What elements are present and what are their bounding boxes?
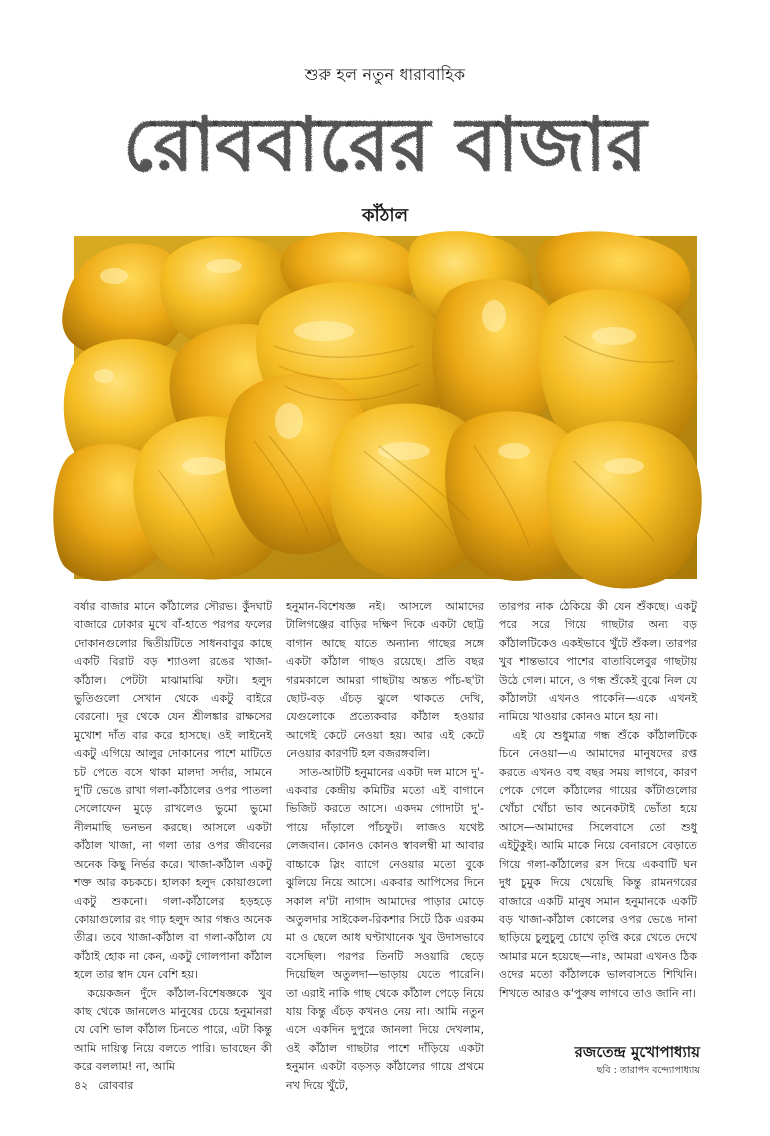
bulb (546, 421, 701, 588)
masthead-text: রোববারের বাজার (123, 102, 647, 188)
jackfruit-illustration (74, 236, 697, 579)
masthead-lettering (123, 92, 647, 192)
article-column-2 (286, 598, 484, 1092)
author-byline: রজতেন্দ্র মুখোপাধ্যায় (574, 1043, 700, 1061)
page-footer (74, 1077, 144, 1096)
photo-credit: ছবি : তারাপদ বন্দ্যোপাধ্যায় (596, 1065, 700, 1076)
magazine-name: রোববার (98, 1079, 134, 1092)
article-column-1 (74, 598, 272, 1074)
article-paragraph: এই যে শুধুমাত্র গন্ধ শুঁকে কাঁঠালটিকে চিনে নেওয়া—এ আমাদের মানুষদের রপ্ত করতে এখনও বহু বছর সময় লাগবে, কারণ পেকে গেলে কাঁঠালের গায়ের কাঁটাগুলোর খোঁচা খোঁচা ভাব অনেকটাই ভোঁতা হয়ে আসে—আমাদের সিলেবাসে তো শুধু এইটুকুই। আমি মাকে নিয়ে বেনারসে বেড়াতে গিয়ে গলা-কাঁঠালের রস দিয়ে একবাটি ঘন দুধ চুমুক দিয়ে খেয়েছি কিন্তু রামনগরের বাজারে একটি মানুষ সমান হনুমানকে একটি বড় খাজা-কাঁঠাল কোলের ওপর ভেঙে দানা ছাড়িয়ে চুলুচুলু চোখে তৃপ্তি করে খেতে দেখে আমার মনে হয়েছে—নাঃ, আমরা এখনও ঠিক ওদের মতো কাঁঠালকে ভালবাসতে শিখিনি। শিখতে আরও ক'পুরুষ লাগবে তাও জানি না। (499, 728, 697, 1000)
article-paragraph: তারপর নাক ঠেকিয়ে কী যেন শুঁকছে। একটু পরে সরে গিয়ে গাছটার অন্য বড় কাঁঠালটিকেও একইভাবে খুঁটে শুঁকল। তারপর খুব শান্তভাবে পাশের বাতাবিলেবুর গাছটায় উঠে গেল। মানে, ও গন্ধ শুঁকেই বুঝে নিল যে কাঁঠালটা এখনও পাকেনি—একে এখনই নামিয়ে খাওয়ার কোনও মানে হয় না। (499, 600, 697, 724)
article-paragraph: কয়েকজন দুঁদে কাঁঠাল-বিশেষজ্ঞকে খুব কাছ থেকে জানলেও মানুষের চেয়ে হনুমানরা যে বেশি ভাল কাঁঠাল চিনতে পারে, এটা কিন্তু আমি দায়িত্ব নিয়ে বলতে পারি। ভাবছেন কী করে বললাম! না, আমি (74, 986, 272, 1074)
masthead-title (123, 92, 647, 192)
article-paragraph: হনুমান-বিশেষজ্ঞ নই। আসলে আমাদের টালিগঞ্জের বাড়ির দক্ষিণ দিকে একটা ছোট্ট বাগান আছে যাতে অন্যান্য গাছের সঙ্গে একটা কাঁঠাল গাছও রয়েছে। প্রতি বছর গরমকালে আমরা গাছটায় অন্তত পাঁচ-ছ'টা ছোট-বড় এঁচড় ঝুলে থাকতে দেখি, যেগুলোকে প্রত্যেকবার কাঁঠাল হওয়ার আগেই কেটে নেওয়া হয়। আর এই কেটে নেওয়ার কারণটি হল বজরঙ্গবলি। (286, 600, 484, 761)
article-column-3 (499, 598, 697, 1038)
article-paragraph: বর্ষার বাজার মানে কাঁঠালের সৌরভ। কুঁদঘাট বাজারে ঢোকার মুখে বাঁ-হাতে পরপর ফলের দোকানগুলোর দ্বিতীয়টিতে সাধনবাবুর কাছে একটি বিরাট বড় শ্যাওলা রঙের খাজা-কাঁঠাল। পেটটা মাঝামাঝি ফটা। হলুদ ভুতিগুলো সেখান থেকে একটু বাইরে বেরনো। দূর থেকে যেন শ্রীলঙ্কার রাক্ষসের মুখোশ দাঁত বার করে হাসছে। ওই লাইনেই একটু এগিয়ে আলুর দোকানের পাশে মাটিতে চট পেতে বসে থাকা মালদা সর্দার, সামনে দু'টি ভেঙে রাখা গলা-কাঁঠালের ওপর পাতলা সেলোফেন মুড়ে রাখলেও ভুমো ভুমো নীলমাছি ভনভন করছে। আসলে একটা কাঁঠাল খাজা, না গলা তার ওপর জীবনের অনেক কিছু নির্ভর করে। খাজা-কাঁঠাল একটু শক্ত আর কচকচে। হালকা হলুদ কোয়াগুলো একটু শুকনো। গলা-কাঁঠালের হড়হড়ে কোয়াগুলোর রং গাঢ় হলুদ আর গন্ধও অনেক তীব্র। তবে খাজা-কাঁঠাল বা গলা-কাঁঠাল যে কাঁঠাই হোক না কেন, একটু গোলপানা কাঁঠাল হলে তার স্বাদ যেন বেশি হয়। (74, 600, 272, 982)
jackfruit-photo (74, 236, 697, 579)
article-paragraph: সাত-আটটি হনুমানের একটা দল মাসে দু'-একবার কেন্দ্রীয় কমিটির মতো এই বাগানে ভিজিট করতে আসে। একদম গোদাটা দু'-পায়ে দাঁড়ালে পাঁচফুট। লাজও যথেষ্ট লেজবান। কোনও কোনও স্বাবলম্বী মা আবার বাচ্চাকে স্লিং ব্যাগে নেওয়ার মতো বুকে ঝুলিয়ে নিয়ে আসে। একবার আপিসের দিনে সকাল ন'টা নাগাদ আমাদের পাড়ার মোড়ে অতুলদার সাইকেল-রিকশার সিটে ঠিক এরকম মা ও ছেলে আধ ঘণ্টাখানেক খুব উদাসভাবে বসেছিল। পরপর তিনটি সওয়ারি ছেড়ে দিয়েছিল অতুলদা—ভাড়ায় যেতে পারেনি। তা এরাই নাকি গাছ থেকে কাঁঠাল পেড়ে নিয়ে যায় কিন্তু এঁচড় কখনও নেয় না। আমি নতুন এসে একদিন দুপুরে জানলা দিয়ে দেখলাম, ওই কাঁঠাল গাছটার পাশে দাঁড়িয়ে একটা হনুমান একটা বড়সড় কাঁঠালের গায়ে প্রথমে নখ দিয়ে খুঁটে, (286, 765, 484, 1092)
article-topic: কাঁঠাল (361, 205, 409, 226)
page-number: ৪২ (74, 1079, 89, 1092)
series-kicker: শুরু হল নতুন ধারাবাহিক (304, 65, 466, 84)
